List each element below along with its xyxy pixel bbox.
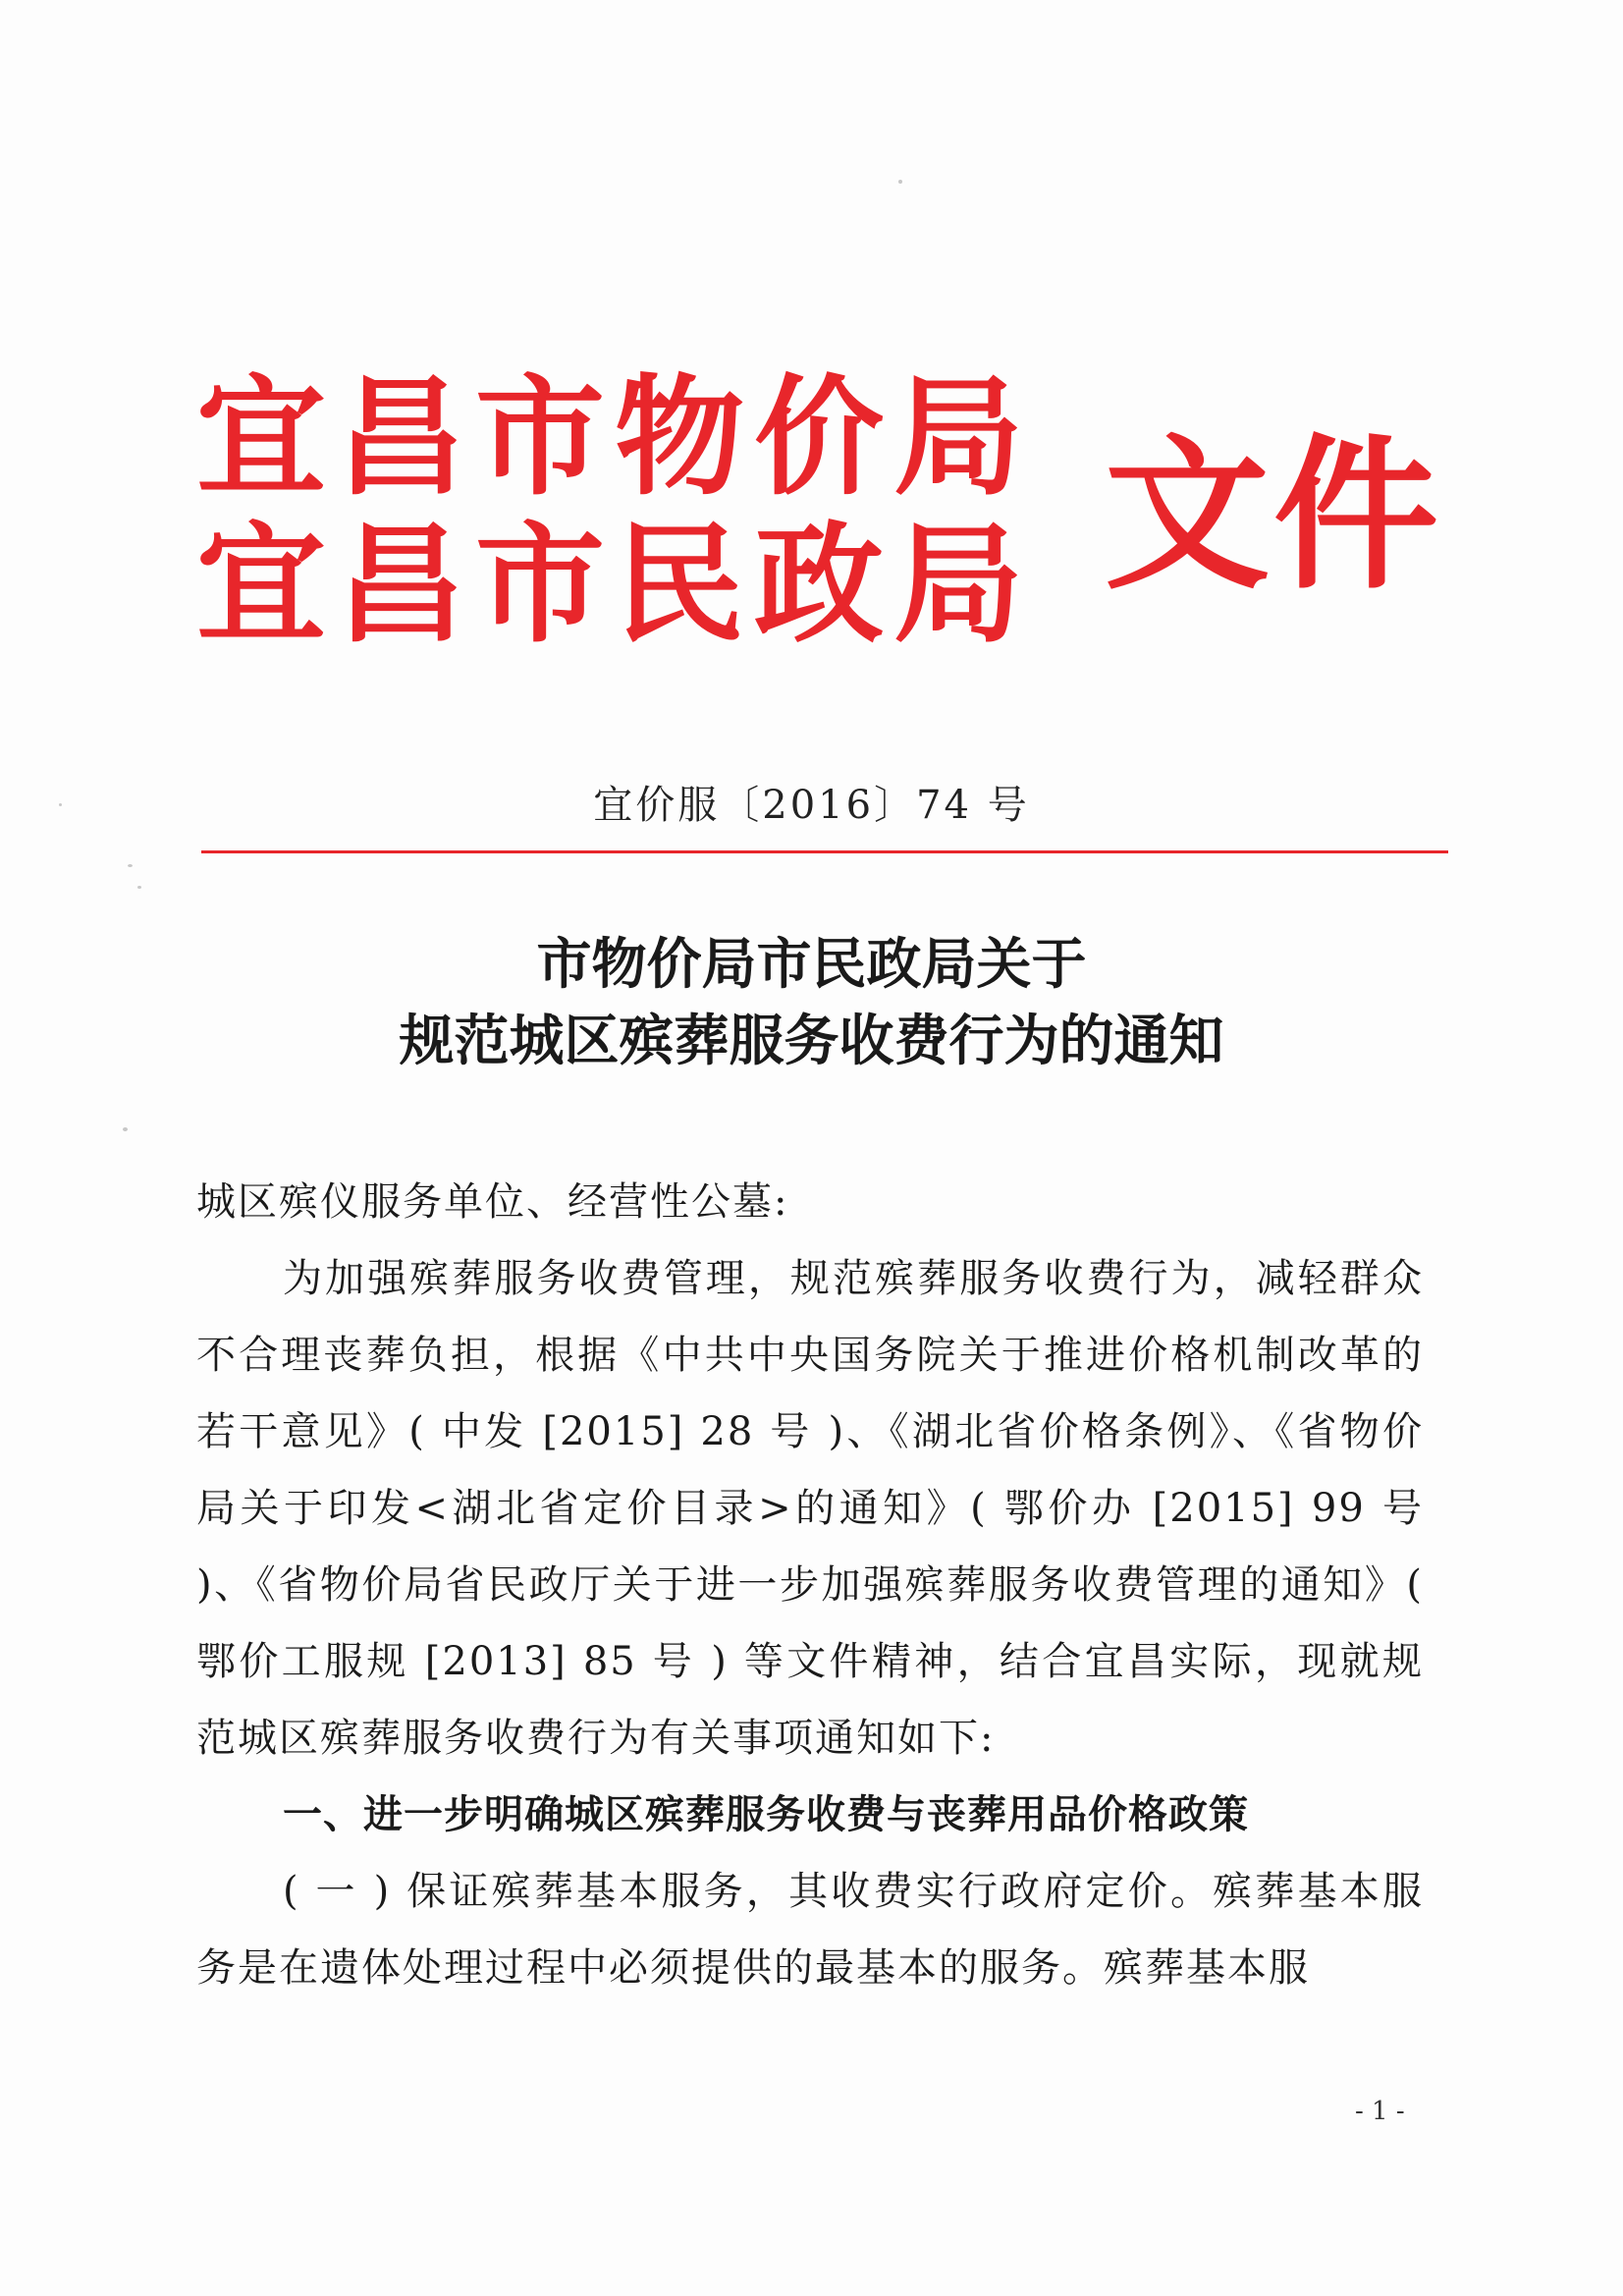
scan-speck bbox=[137, 886, 141, 889]
document-number: 宜价服〔2016〕74 号 bbox=[593, 783, 1030, 828]
issuer-line-1: 宜昌市物价局 bbox=[196, 361, 1033, 514]
section-heading-1: 一、进一步明确城区殡葬服务收费与丧葬用品价格政策 bbox=[283, 1792, 1249, 1837]
paragraph-intro: 为加强殡葬服务收费管理，规范殡葬服务收费行为，减轻群众不合理丧葬负担，根据《中共中央国务院关于推进价格机制改革的若干意见》( 中发 [2015] 28 号 )、《湖北省价格条例》、《省物价局关于印发<湖北省定价目录>的通知》( 鄂价办 [2015] 99 号 )、《省物价局省民政厅关于进一步加强殡葬服务收费管理的通知》( 鄂价工服规 [2013] 85 号 ) 等文件精神，结合宜昌实际，现就规范城区殡葬服务收费行为有关事项通知如下: bbox=[196, 1256, 1424, 1761]
issuer-line-2: 宜昌市民政局 bbox=[196, 509, 1033, 661]
red-separator-line bbox=[201, 850, 1448, 853]
red-header bbox=[196, 361, 1442, 668]
title-line-1: 市物价局市民政局关于 bbox=[536, 932, 1087, 997]
scan-speck bbox=[123, 1127, 128, 1131]
paragraph-basic-services: ( 一 ) 保证殡葬基本服务，其收费实行政府定价。殡葬基本服务是在遗体处理过程中必须提供的最基本的服务。殡葬基本服 bbox=[196, 1869, 1424, 1991]
document-body bbox=[196, 1164, 1424, 2006]
scan-speck bbox=[898, 180, 902, 184]
page-number: - 1 - bbox=[1355, 2097, 1405, 2126]
document-word: 文件 bbox=[1105, 417, 1442, 612]
salutation: 城区殡仪服务单位、经营性公墓: bbox=[196, 1179, 789, 1225]
title-line-2: 规范城区殡葬服务收费行为的通知 bbox=[399, 1009, 1224, 1073]
scan-speck bbox=[128, 864, 133, 867]
